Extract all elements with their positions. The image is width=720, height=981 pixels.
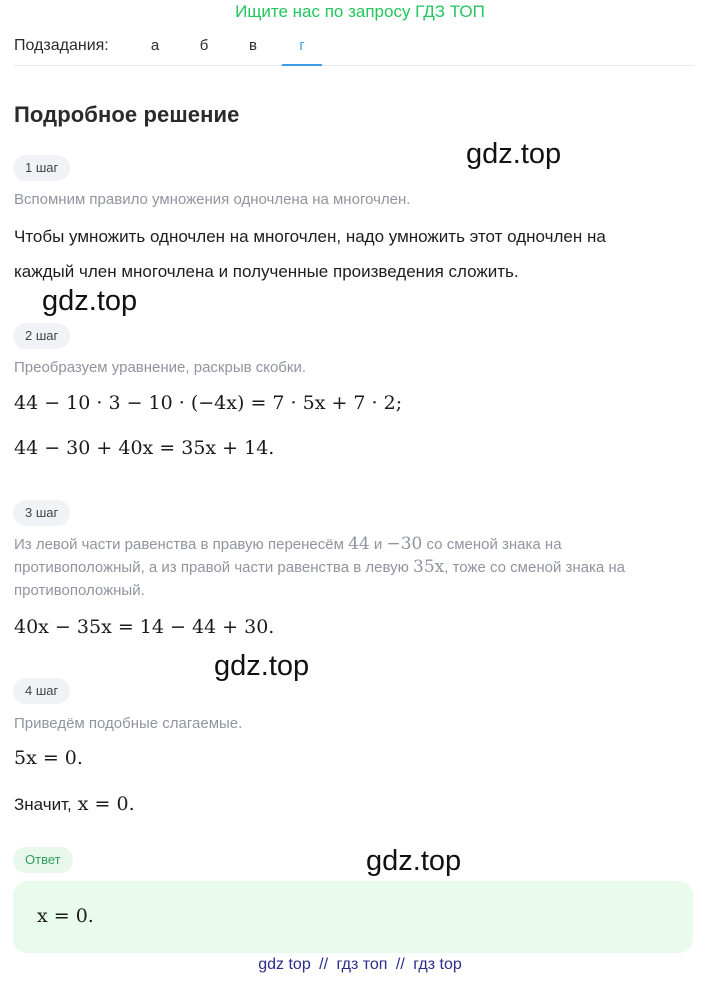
subtasks-label: Подзадания: bbox=[14, 37, 109, 54]
tab-v[interactable]: в bbox=[249, 37, 257, 54]
footer-links bbox=[0, 956, 720, 974]
footer-link[interactable]: gdz top bbox=[258, 956, 311, 973]
conclusion-label: Значит, bbox=[14, 795, 72, 814]
watermark: gdz.top bbox=[466, 138, 562, 170]
footer-separator: // bbox=[319, 956, 329, 973]
tab-g[interactable]: г bbox=[282, 36, 322, 66]
watermark: gdz.top bbox=[366, 845, 462, 877]
footer-link[interactable]: гдз топ bbox=[336, 956, 388, 973]
search-banner: Ищите нас по запросу ГДЗ ТОП bbox=[235, 2, 485, 21]
step-1-rule-line2: каждый член многочлена и полученные произведения сложить. bbox=[14, 262, 519, 281]
step-4-badge: 4 шаг bbox=[13, 678, 70, 704]
step-1-badge: 1 шаг bbox=[13, 155, 70, 181]
step-2-hint: Преобразуем уравнение, раскрыв скобки. bbox=[14, 359, 307, 376]
footer-link[interactable]: гдз top bbox=[413, 956, 462, 973]
step-1-rule-line1: Чтобы умножить одночлен на многочлен, надо умножить этот одночлен на bbox=[14, 227, 606, 246]
answer-value: x = 0. bbox=[37, 905, 94, 927]
tab-b[interactable]: б bbox=[199, 37, 209, 54]
step-3-hint-text: и bbox=[373, 536, 383, 553]
step-4-equation: 5x = 0. bbox=[14, 747, 83, 769]
answer-badge: Ответ bbox=[13, 847, 73, 873]
step-3-hint-number: 44 bbox=[348, 534, 370, 554]
step-3-equation: 40x − 35x = 14 − 44 + 30. bbox=[14, 616, 275, 638]
conclusion-math: x = 0. bbox=[77, 793, 135, 815]
step-3-hint-number: −30 bbox=[386, 534, 423, 554]
step-3-hint-text: со сменой знака на bbox=[426, 536, 562, 553]
step-2-equation-2: 44 − 30 + 40x = 35x + 14. bbox=[14, 437, 275, 459]
step-3-badge: 3 шаг bbox=[13, 500, 70, 526]
solution-title: Подробное решение bbox=[14, 102, 240, 127]
watermark: gdz.top bbox=[42, 285, 138, 317]
step-3-hint-text: , тоже со сменой знака на bbox=[444, 559, 626, 576]
subtasks-bar bbox=[14, 36, 694, 66]
step-3-hint bbox=[14, 533, 704, 602]
step-4-conclusion bbox=[14, 793, 135, 815]
step-3-hint-number: 35x bbox=[413, 557, 445, 577]
step-3-hint-text: противоположный. bbox=[14, 582, 145, 599]
step-1-hint: Вспомним правило умножения одночлена на многочлен. bbox=[14, 191, 411, 208]
footer-separator: // bbox=[395, 956, 405, 973]
step-3-hint-text: Из левой части равенства в правую перенесём bbox=[14, 536, 344, 553]
step-4-hint: Приведём подобные слагаемые. bbox=[14, 715, 243, 732]
watermark: gdz.top bbox=[214, 650, 310, 682]
step-2-badge: 2 шаг bbox=[13, 323, 70, 349]
answer-box bbox=[13, 881, 693, 953]
tab-a[interactable]: а bbox=[150, 37, 160, 54]
step-3-hint-text: противоположный, а из правой части равенства в левую bbox=[14, 559, 409, 576]
step-2-equation-1: 44 − 10 · 3 − 10 · (−4x) = 7 · 5x + 7 · 2; bbox=[14, 392, 403, 414]
